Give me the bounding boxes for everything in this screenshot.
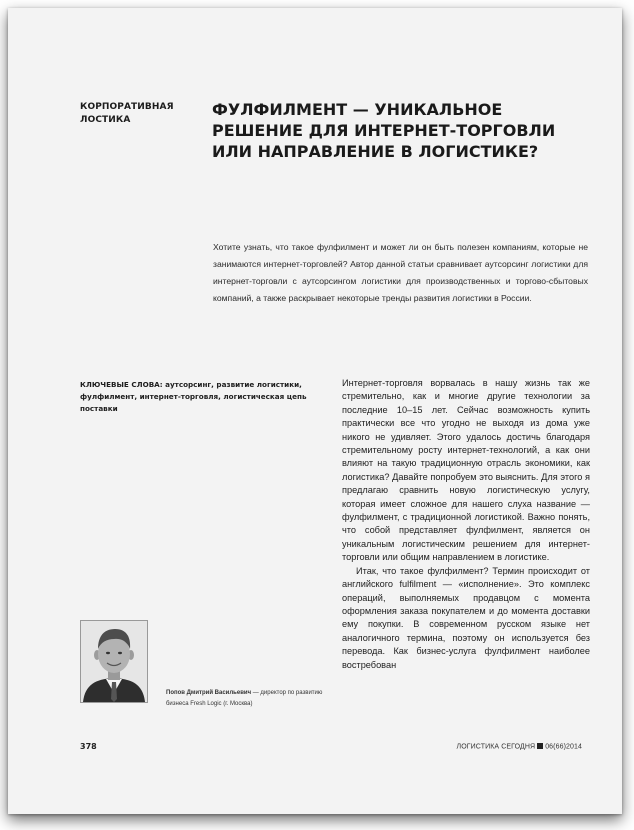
article-lead: Хотите узнать, что такое фулфилмент и может ли он быть полезен компаниям, которые не занимаются интернет-торговлей? Автор данной статьи сравнивает аутсорсинг логистики для интернет-торговли с аутсорсингом логистики для производственных и торгово-сбытовых компаний, а также раскрывает некоторые тренды развития логистики в России. <box>213 242 588 303</box>
article-body <box>342 377 590 672</box>
section-label: КОРПОРАТИВНАЯ ЛОСТИКА <box>80 102 174 125</box>
keywords-label: КЛЮЧЕВЫЕ СЛОВА: <box>80 380 163 389</box>
author-caption <box>166 688 326 710</box>
body-paragraph-2: Итак, что такое фулфилмент? Термин происходит от английского fulfilment — «исполнение». Это комплекс операций, выполняемых продавцом с момента оформления заказа покупателем и до момента доставки ему покупки. В современном русском языке нет аналогичного термина, поэтому он используется без перевода. Как бизнес-услуга фулфилмент наиболее востребован <box>342 565 590 670</box>
footer-journal <box>457 743 582 751</box>
article-title: ФУЛФИЛМЕНТ — УНИКАЛЬНОЕ РЕШЕНИЕ ДЛЯ ИНТЕРНЕТ-ТОРГОВЛИ ИЛИ НАПРАВЛЕНИЕ В ЛОГИСТИКЕ? <box>212 100 556 161</box>
journal-issue: 06(66)2014 <box>545 743 582 751</box>
author-name: Попов Дмитрий Васильевич <box>166 690 252 696</box>
keywords-text: аутсорсинг, развитие логистики, фулфилмент, интернет-торговля, логистическая цепь поставки <box>80 380 307 413</box>
keywords <box>80 379 325 415</box>
magazine-page <box>8 8 622 814</box>
author-portrait-image <box>81 621 147 702</box>
body-paragraph-1: Интернет-торговля ворвалась в нашу жизнь так же стремительно, как и многие другие технологии за последние 10–15 лет. Сейчас возможность купить практически все что угодно не выходя из дома уже никого не удивляет. Этого удалось достичь благодаря стремительному росту интернет-технологий, а как они влияют на такую традиционную отрасль экономики, как логистика? Давайте попробуем это выяснить. Для этого я предлагаю сравнить новую логистическую услугу, которая имеет сложное для нашего слуха название — фулфилмент, с традиционной логистикой. Важно понять, что собой представляет фулфилмент, является он уникальным логистическим решением для интернет-торговли или общим направлением в логистике. <box>342 378 590 563</box>
journal-name: ЛОГИСТИКА СЕГОДНЯ <box>456 743 536 751</box>
author-photo <box>80 620 148 703</box>
square-separator-icon <box>537 743 543 749</box>
page-number: 378 <box>80 742 97 751</box>
author-role: — директор по развитию бизнеса Fresh Logic (г. Москва) <box>166 690 323 707</box>
